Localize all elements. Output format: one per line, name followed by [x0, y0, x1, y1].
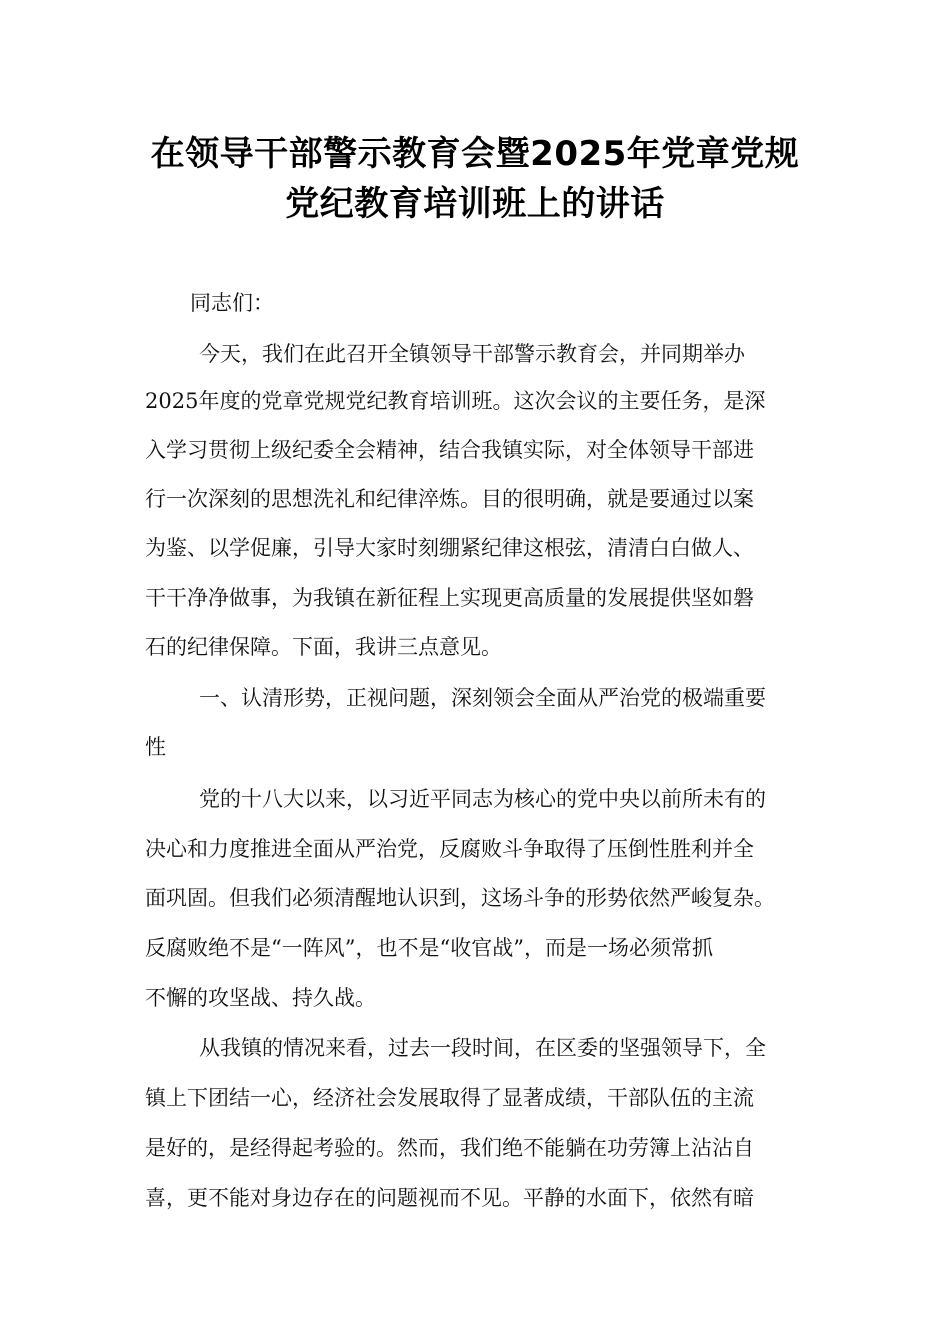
- section-heading-line: 一、认清形势，正视问题，深刻领会全面从严治党的极端重要: [199, 686, 766, 710]
- section-heading-line: 性: [145, 735, 166, 759]
- paragraph-line: 入学习贯彻上级纪委全会精神，结合我镇实际，对全体领导干部进: [145, 438, 754, 462]
- paragraph-line: 从我镇的情况来看，过去一段时间，在区委的坚强领导下，全: [199, 1036, 766, 1060]
- paragraph-line: 喜，更不能对身边存在的问题视而不见。平静的水面下，依然有暗: [145, 1186, 754, 1210]
- paragraph-line: 镇上下团结一心，经济社会发展取得了显著成绩，干部队伍的主流: [145, 1086, 754, 1110]
- paragraph-line: 决心和力度推进全面从严治党，反腐败斗争取得了压倒性胜利并全: [145, 837, 754, 861]
- document-title-line-1: 在领导干部警示教育会暨2025年党章党规: [150, 134, 800, 174]
- paragraph-line: 石的纪律保障。下面，我讲三点意见。: [145, 635, 502, 659]
- document-title-line-2: 党纪教育培训班上的讲话: [285, 184, 665, 224]
- paragraph-line: 党的十八大以来，以习近平同志为核心的党中央以前所未有的: [199, 787, 766, 811]
- paragraph-line: 面巩固。但我们必须清醒地认识到，这场斗争的形势依然严峻复杂。: [145, 886, 775, 910]
- paragraph-line: 干干净净做事，为我镇在新征程上实现更高质量的发展提供坚如磐: [145, 586, 754, 610]
- paragraph-line: 行一次深刻的思想洗礼和纪律淬炼。目的很明确，就是要通过以案: [145, 487, 754, 511]
- paragraph-line: 是好的，是经得起考验的。然而，我们绝不能躺在功劳簿上沾沾自: [145, 1136, 754, 1160]
- paragraph-line: 反腐败绝不是“一阵风”，也不是“收官战”，而是一场必须常抓: [145, 936, 713, 960]
- paragraph-line: 不懈的攻坚战、持久战。: [145, 986, 376, 1010]
- paragraph-line: 为鉴、以学促廉，引导大家时刻绷紧纪律这根弦，清清白白做人、: [145, 536, 754, 560]
- salutation: 同志们：: [190, 291, 274, 315]
- paragraph-line: 今天，我们在此召开全镇领导干部警示教育会，并同期举办: [199, 342, 745, 366]
- paragraph-line: 2025年度的党章党规党纪教育培训班。这次会议的主要任务，是深: [145, 389, 766, 413]
